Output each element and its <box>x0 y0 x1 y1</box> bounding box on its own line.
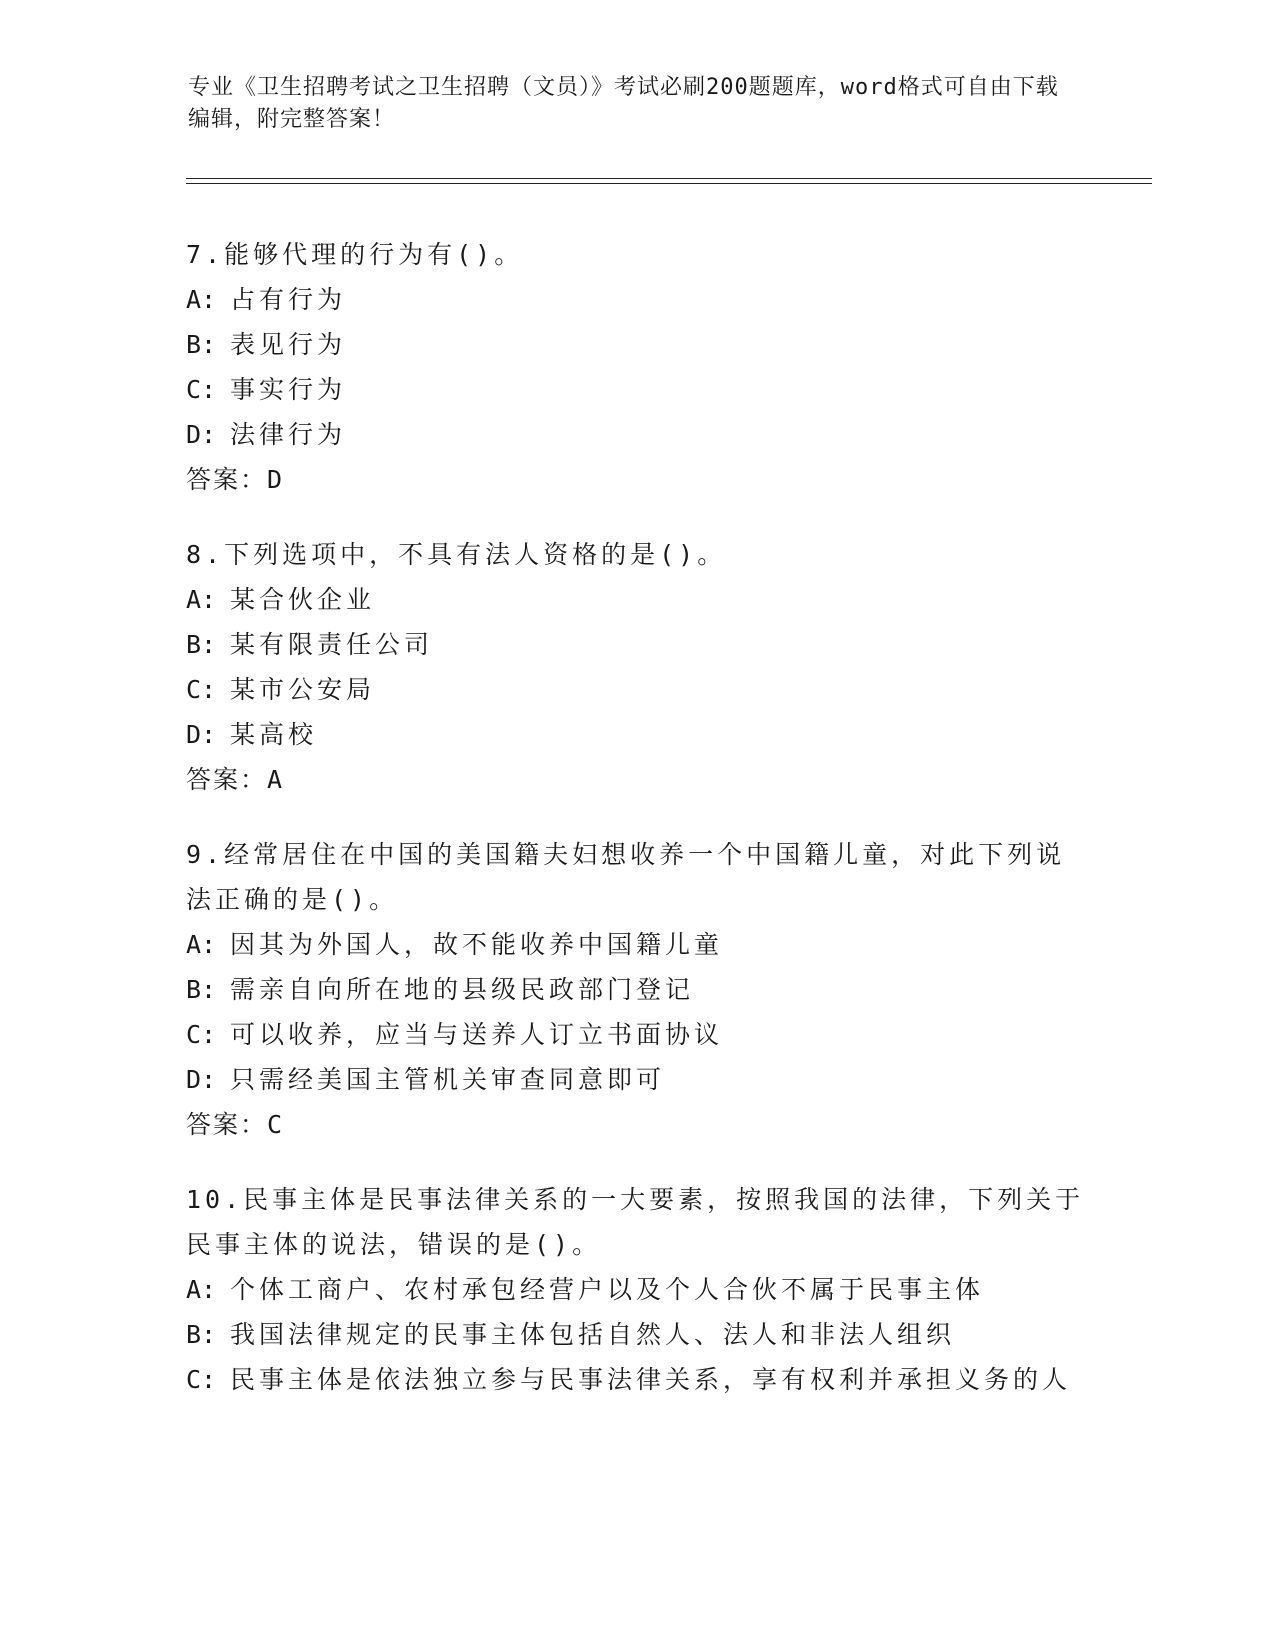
option-letter: D: <box>186 420 217 449</box>
answer-line <box>186 457 1086 502</box>
answer-line <box>186 757 1086 802</box>
question-9 <box>186 832 1086 1147</box>
option-text: 某市公安局 <box>230 675 376 704</box>
option-letter: C: <box>186 1365 217 1394</box>
option-b <box>186 967 1086 1012</box>
option-letter: B: <box>186 975 217 1004</box>
option-letter: A: <box>186 285 217 314</box>
question-list <box>186 232 1086 1432</box>
option-d <box>186 412 1086 457</box>
question-stem: 7.能够代理的行为有()。 <box>186 240 524 269</box>
option-text: 某合伙企业 <box>230 585 376 614</box>
option-a <box>186 277 1086 322</box>
header-rule-top <box>186 178 1152 179</box>
option-b <box>186 1312 1086 1357</box>
option-letter: B: <box>186 630 217 659</box>
question-7 <box>186 232 1086 502</box>
option-a <box>186 922 1086 967</box>
answer-value: C <box>267 1110 284 1139</box>
question-10 <box>186 1177 1086 1402</box>
option-text: 某高校 <box>230 720 318 749</box>
option-b <box>186 322 1086 367</box>
option-c <box>186 1012 1086 1057</box>
question-8 <box>186 532 1086 802</box>
question-stem: 10.民事主体是民事法律关系的一大要素，按照我国的法律，下列关于民事主体的说法，错误的是()。 <box>186 1185 1085 1259</box>
option-text: 事实行为 <box>230 375 347 404</box>
option-text: 民事主体是依法独立参与民事法律关系，享有权利并承担义务的人 <box>230 1365 1072 1394</box>
answer-value: A <box>267 765 284 794</box>
option-d <box>186 712 1086 757</box>
option-d <box>186 1057 1086 1102</box>
option-letter: A: <box>186 930 217 959</box>
option-letter: B: <box>186 1320 217 1349</box>
header-text: 专业《卫生招聘考试之卫生招聘（文员）》考试必刷200题题库，word格式可自由下载编辑，附完整答案！ <box>188 75 1059 132</box>
option-text: 法律行为 <box>230 420 347 449</box>
header-rule-bottom <box>186 183 1152 184</box>
option-text: 某有限责任公司 <box>230 630 434 659</box>
option-a <box>186 1267 1086 1312</box>
option-letter: D: <box>186 1065 217 1094</box>
answer-label: 答案： <box>186 765 268 794</box>
option-text: 可以收养，应当与送养人订立书面协议 <box>230 1020 724 1049</box>
option-c <box>186 367 1086 412</box>
question-stem: 8.下列选项中，不具有法人资格的是()。 <box>186 540 727 569</box>
option-text: 只需经美国主管机关审查同意即可 <box>230 1065 666 1094</box>
answer-label: 答案： <box>186 465 268 494</box>
option-letter: D: <box>186 720 217 749</box>
option-letter: C: <box>186 675 217 704</box>
option-text: 占有行为 <box>230 285 347 314</box>
option-letter: C: <box>186 375 217 404</box>
answer-value: D <box>267 465 284 494</box>
option-b <box>186 622 1086 667</box>
option-text: 表见行为 <box>230 330 347 359</box>
option-text: 我国法律规定的民事主体包括自然人、法人和非法人组织 <box>230 1320 956 1349</box>
option-text: 个体工商户、农村承包经营户以及个人合伙不属于民事主体 <box>230 1275 985 1304</box>
option-text: 需亲自向所在地的县级民政部门登记 <box>230 975 695 1004</box>
option-letter: C: <box>186 1020 217 1049</box>
option-c <box>186 667 1086 712</box>
option-letter: A: <box>186 1275 217 1304</box>
option-a <box>186 577 1086 622</box>
option-c <box>186 1357 1086 1402</box>
question-stem: 9.经常居住在中国的美国籍夫妇想收养一个中国籍儿童，对此下列说法正确的是()。 <box>186 840 1066 914</box>
answer-line <box>186 1102 1086 1147</box>
option-letter: A: <box>186 585 217 614</box>
option-text: 因其为外国人，故不能收养中国籍儿童 <box>230 930 724 959</box>
answer-label: 答案： <box>186 1110 268 1139</box>
option-letter: B: <box>186 330 217 359</box>
